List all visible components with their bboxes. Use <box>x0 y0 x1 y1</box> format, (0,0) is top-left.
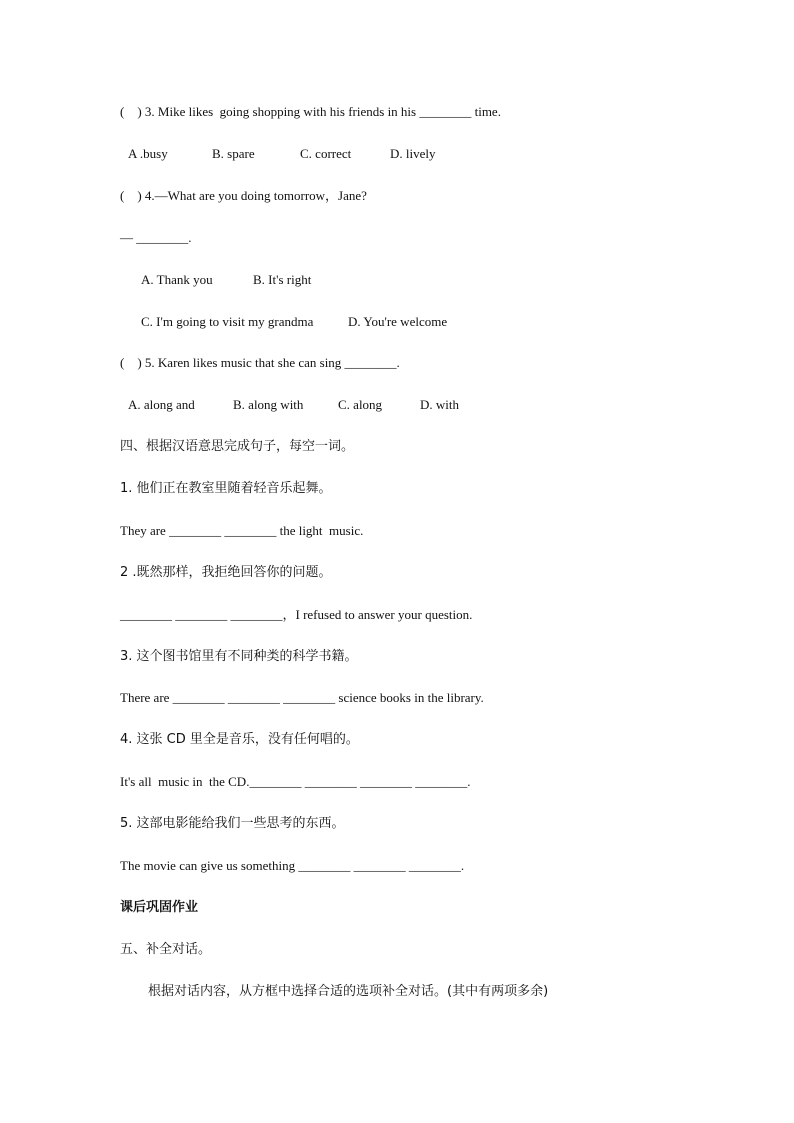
q3-option-b: B. spare <box>212 146 255 161</box>
section-4-item-5-en: The movie can give us something ________ ________ ________. <box>120 858 465 873</box>
section-4-item-2-en: ________ ________ ________，I refused to answer your question. <box>120 607 473 622</box>
q4-option-b: B. It's right <box>253 272 312 287</box>
q5-option-a: A. along and <box>128 397 195 412</box>
section-4-item-3-en: There are ________ ________ ________ science books in the library. <box>120 690 484 705</box>
q5-option-d: D. with <box>420 397 459 412</box>
q4-option-d: D. You're welcome <box>348 314 448 329</box>
q4-option-c: C. I'm going to visit my grandma <box>141 314 314 329</box>
section-4-item-3-cn: 3. 这个图书馆里有不同种类的科学书籍。 <box>120 649 358 664</box>
homework-title: 课后巩固作业 <box>120 900 199 915</box>
section-5-heading: 五、补全对话。 <box>120 942 212 957</box>
question-4-stem: ( ) 4.—What are you doing tomorrow，Jane? <box>120 188 367 203</box>
q5-option-b: B. along with <box>233 397 304 412</box>
question-4-answer-line: — ________. <box>120 230 192 245</box>
question-5-stem: ( ) 5. Karen likes music that she can sing ________. <box>120 355 400 370</box>
q3-option-c: C. correct <box>300 146 352 161</box>
q5-option-c: C. along <box>338 397 383 412</box>
section-4-heading: 四、根据汉语意思完成句子，每空一词。 <box>120 439 355 454</box>
question-3-stem: ( ) 3. Mike likes going shopping with his friends in his ________ time. <box>120 104 501 119</box>
q4-option-a: A. Thank you <box>141 272 213 287</box>
section-4-item-4-cn: 4. 这张 CD 里全是音乐，没有任何唱的。 <box>120 732 359 747</box>
section-4-item-5-cn: 5. 这部电影能给我们一些思考的东西。 <box>120 816 345 831</box>
section-4-item-1-en: They are ________ ________ the light music. <box>120 523 364 538</box>
section-4-item-4-en: It's all music in the CD.________ ________ ________ ________. <box>120 774 471 789</box>
section-4-item-2-cn: 2 .既然那样，我拒绝回答你的问题。 <box>120 565 332 580</box>
section-4-item-1-cn: 1. 他们正在教室里随着轻音乐起舞。 <box>120 481 332 496</box>
q3-option-a: A .busy <box>128 146 168 161</box>
section-5-instruction: 根据对话内容，从方框中选择合适的选项补全对话。(其中有两项多余) <box>148 984 549 999</box>
q3-option-d: D. lively <box>390 146 436 161</box>
